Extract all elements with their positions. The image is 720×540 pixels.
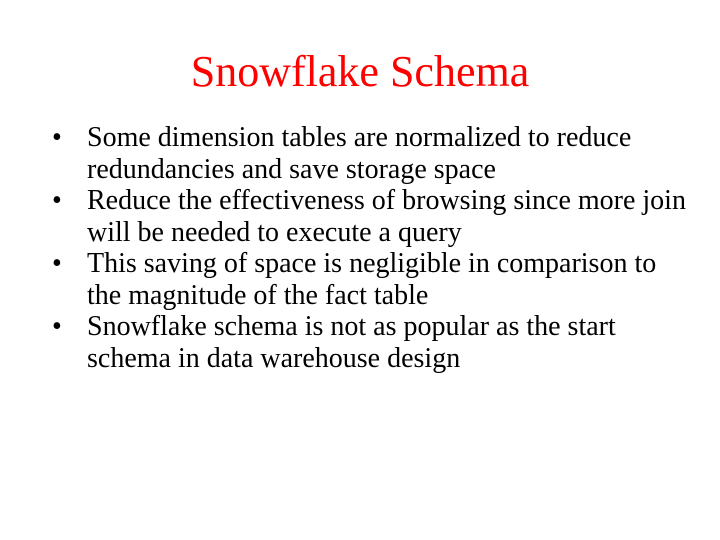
bullet-icon: • [52,311,62,342]
bullet-item [52,185,692,248]
bullet-text: Snowflake schema is not as popular as the start schema in data warehouse design [87,311,616,374]
bullet-text: Reduce the effectiveness of browsing since more join will be needed to execute a query [87,185,686,248]
bullet-icon: • [52,185,62,216]
bullet-icon: • [52,122,62,153]
slide-title: Snowflake Schema [190,47,530,96]
bullet-item [52,311,692,374]
bullet-item [52,122,692,185]
bullet-item [52,248,692,311]
bullet-text: This saving of space is negligible in comparison to the magnitude of the fact table [87,248,657,311]
bullet-list [52,122,692,374]
bullet-icon: • [52,248,62,279]
bullet-text: Some dimension tables are normalized to reduce redundancies and save storage space [87,122,632,185]
